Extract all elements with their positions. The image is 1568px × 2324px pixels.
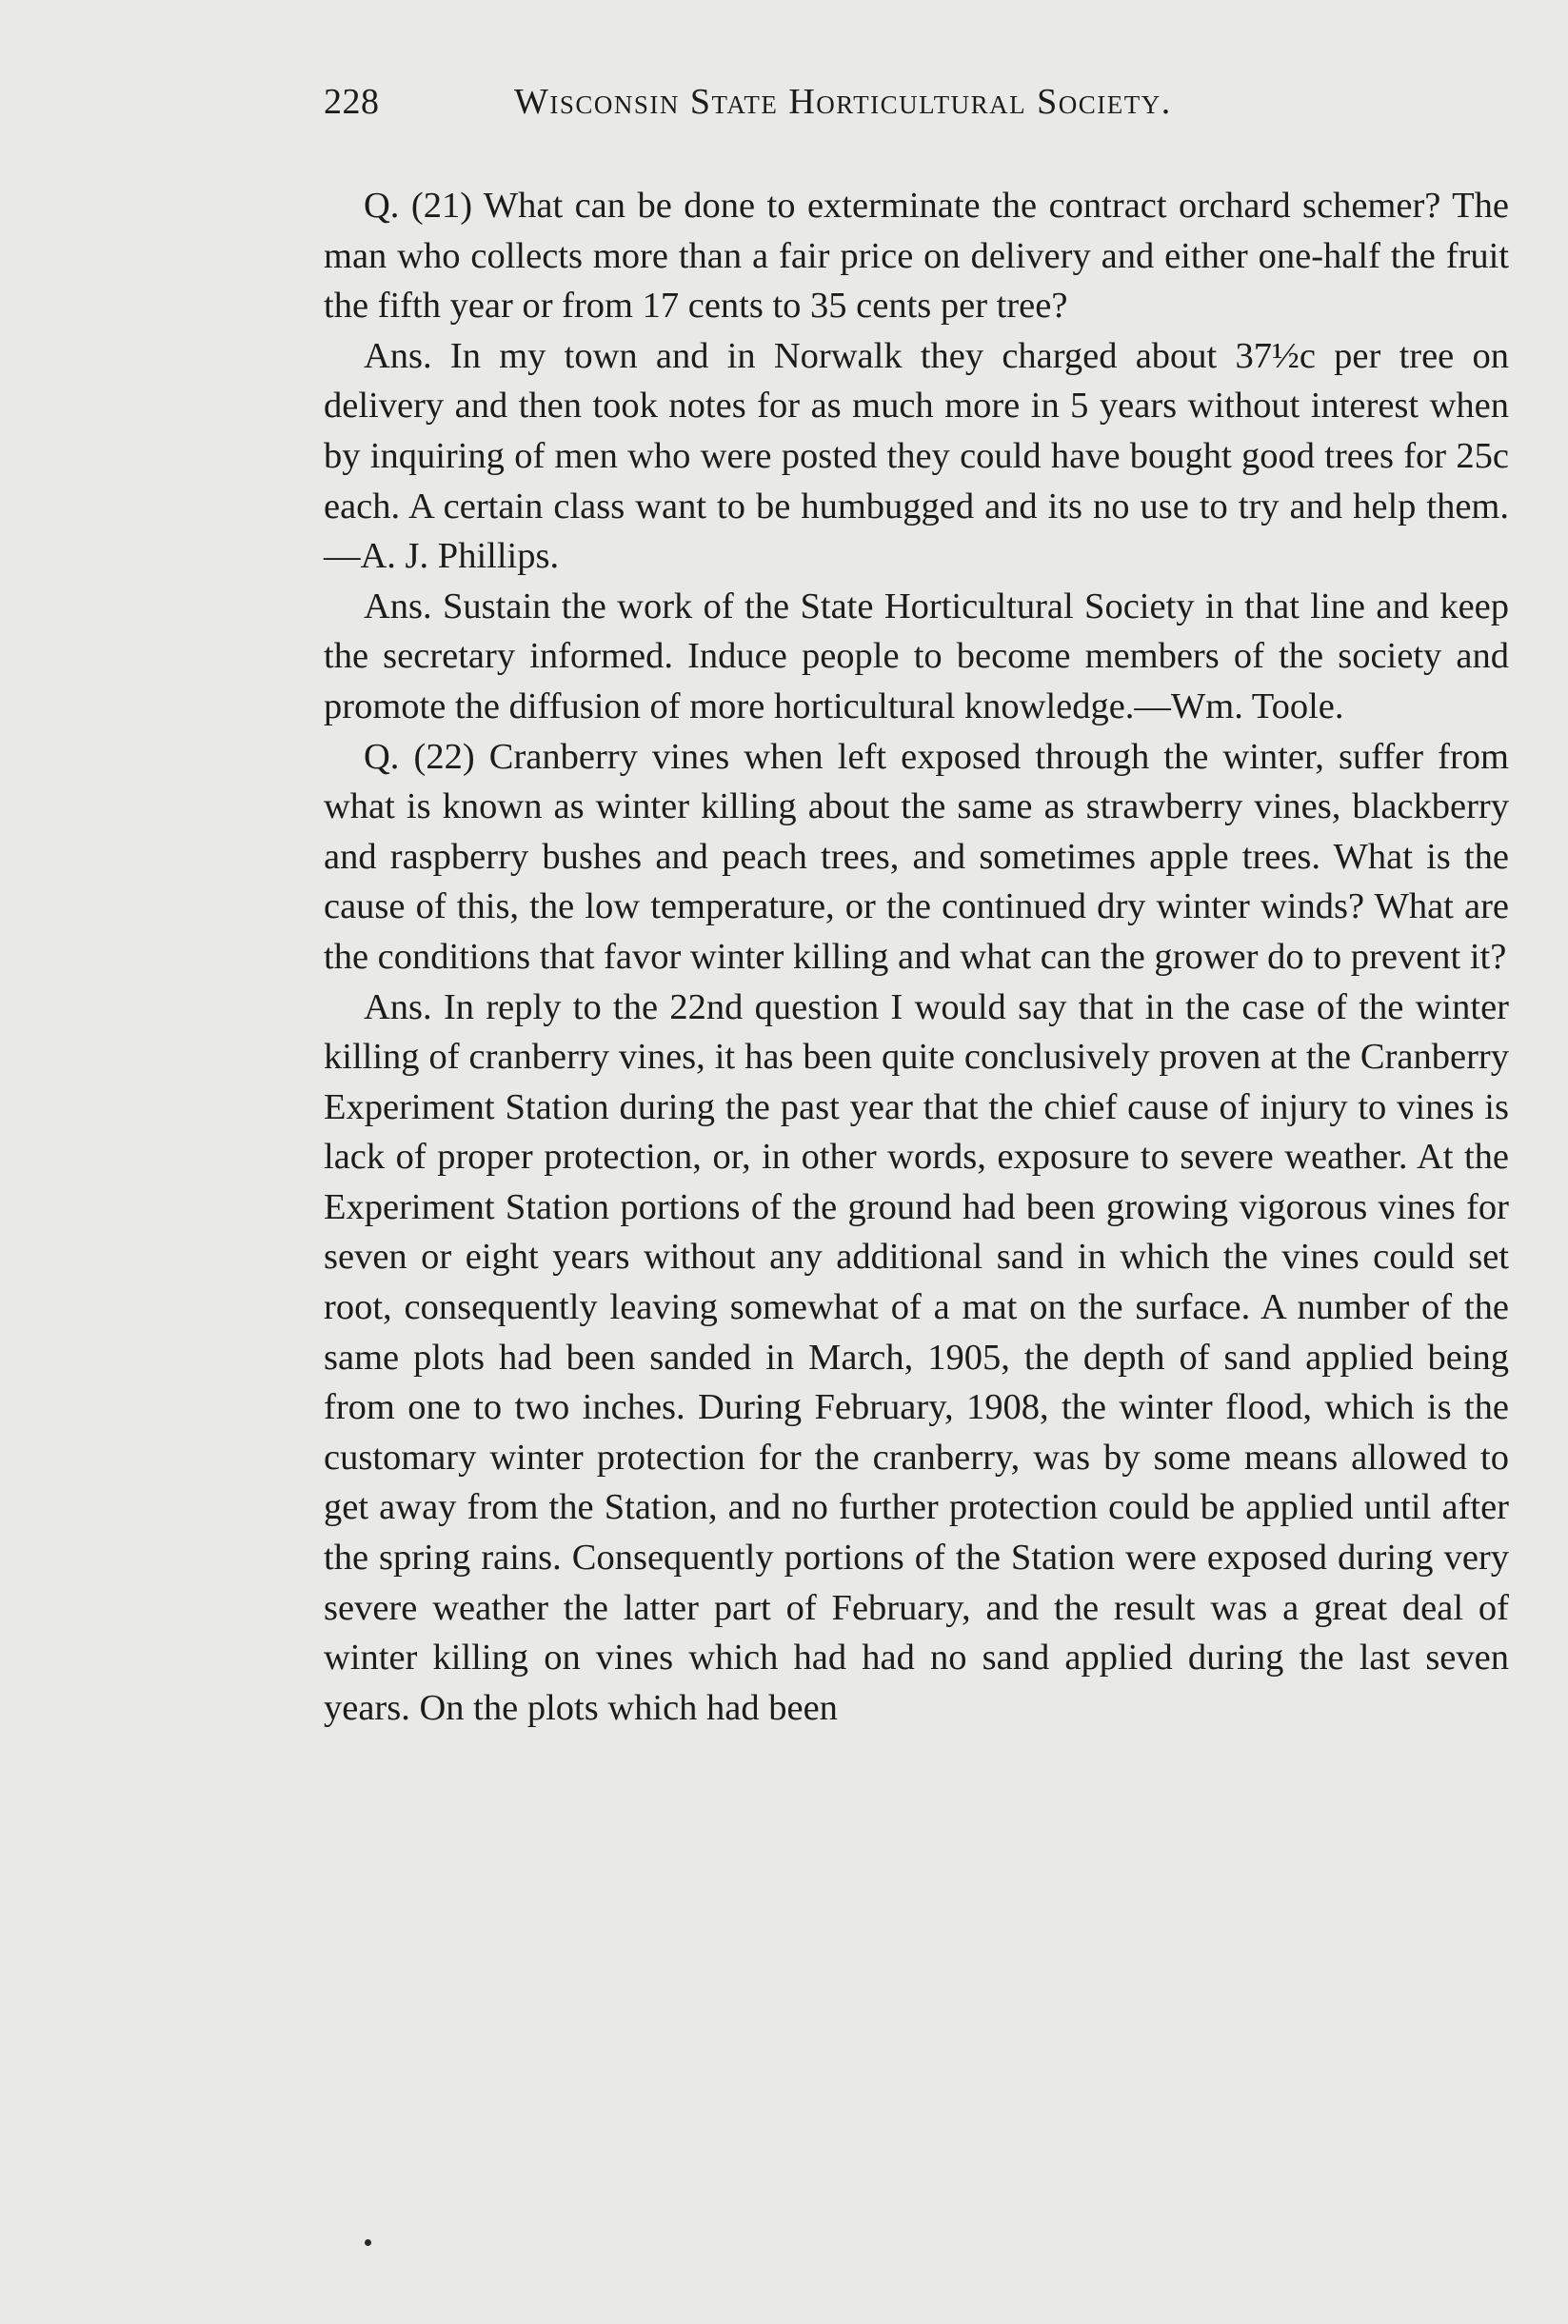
paragraph-answer-toole: Ans. Sustain the work of the State Horticultural Society in that line and keep the secretary informed. Induce people to become members of the society and promote the diffusion of more horticultural knowledge.—Wm. Toole. — [324, 586, 1509, 726]
running-title: Wisconsin State Horticultural Society. — [514, 82, 1172, 122]
page-header — [324, 78, 1342, 126]
body-text — [324, 181, 1509, 1733]
page-number: 228 — [324, 82, 380, 122]
paragraph-question-22: Q. (22) Cranberry vines when left exposed through the winter, suffer from what is known as winter killing about the same as strawberry vines, blackberry and raspberry bushes and peach trees, and sometimes apple trees. What is the cause of this, the low temperature, or the continued dry winter winds? What are the conditions that favor winter killing and what can the grower do to prevent it? — [324, 736, 1509, 977]
ink-speck — [365, 2239, 371, 2246]
paragraph-answer-22: Ans. In reply to the 22nd question I would say that in the case of the winter killing of cranberry vines, it has been quite conclusively proven at the Cranberry Experiment Station during the past year that the chief cause of injury to vines is lack of proper protection, or, in other words, exposure to severe weather. At the Experiment Station portions of the ground had been growing vigorous vines for seven or eight years without any additional sand in which the vines could set root, consequently leaving somewhat of a mat on the surface. A number of the same plots had been sanded in March, 1905, the depth of sand applied being from one to two inches. During February, 1908, the winter flood, which is the customary winter protection for the cranberry, was by some means allowed to get away from the Station, and no further protection could be applied until after the spring rains. Consequently portions of the Station were exposed during very severe weather the latter part of February, and the result was a great deal of winter killing on vines which had had no sand applied during the last seven years. On the plots which had been — [324, 986, 1509, 1728]
paragraph-question-21: Q. (21) What can be done to exterminate the contract orchard schemer? The man who collects more than a fair price on delivery and either one-half the fruit the fifth year or from 17 cents to 35 cents per tree? — [324, 186, 1509, 327]
paragraph-answer-phillips: Ans. In my town and in Norwalk they charged about 37½c per tree on delivery and then took notes for as much more in 5 years without interest when by inquiring of men who were posted they could have bought good trees for 25c each. A certain class want to be humbugged and its no use to try and help them.—A. J. Phillips. — [324, 335, 1509, 577]
